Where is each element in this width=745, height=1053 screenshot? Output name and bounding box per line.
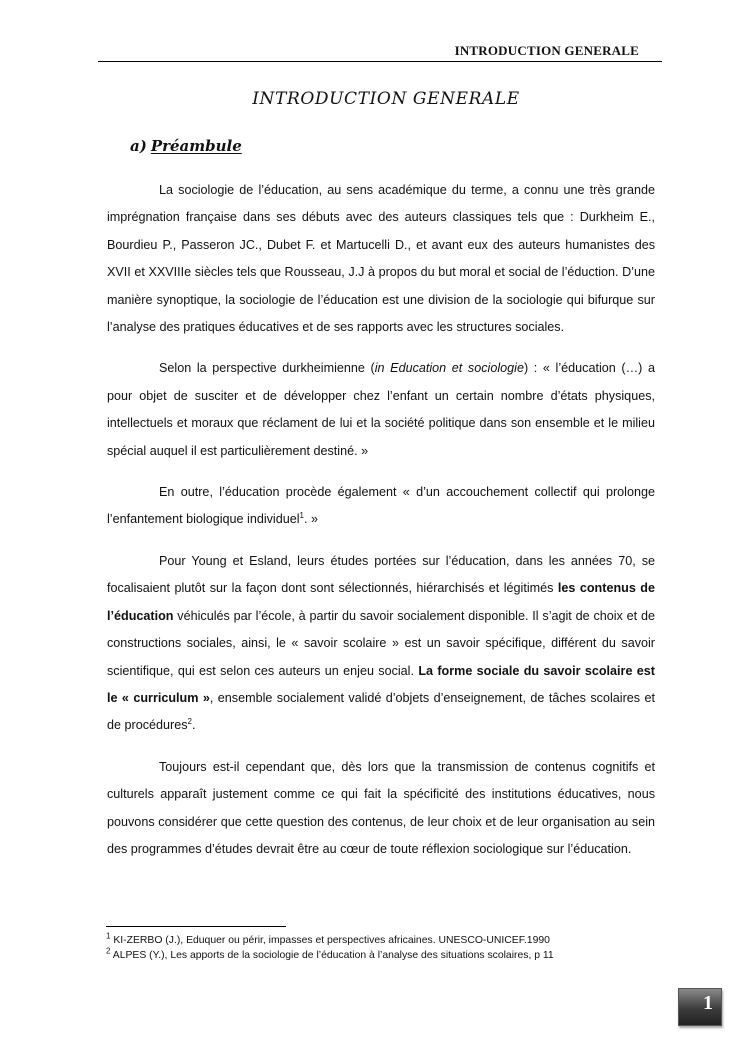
p2-italic-title: in Education et sociologie [374, 361, 524, 376]
paragraph-2 [107, 355, 655, 465]
p4-text-b: véhiculés par l’école, à partir du savoir socialement disponible. Il s’agit de choix et de constructions sociales, ainsi, le « savoir scolaire » est un savoir spécifique, différent du savoir scientifique, qui est selon ces auteurs un enjeu social. [107, 608, 655, 678]
section-title: Préambule [150, 137, 242, 155]
running-header: INTRODUCTION GENERALE [454, 43, 639, 58]
paragraph-1: La sociologie de l’éducation, au sens académique du terme, a connu une très grande imprégnation française dans ses débuts avec des auteurs classiques tels que : Durkheim E., Bourdieu P., Passeron JC., Dubet F. et Martucelli D., et avant eux des auteurs humanistes des XVII et XXVIIIe siècles tels que Rousseau, J.J à propos du but moral et social de l’éduction. D’une manière synoptique, la sociologie de l’éducation est une division de la sociologie qui bifurque sur l’analyse des pratiques éducatives et de ses rapports avec les structures sociales. [107, 183, 655, 335]
p4-text-d: . [191, 718, 196, 733]
footnote-ref-2[interactable]: 2 [187, 717, 192, 727]
p4-bold-1: les contenus de l’éducation [107, 581, 655, 623]
paragraph-3 [107, 479, 655, 534]
footnote-text: KI-ZERBO (J.), Eduquer ou périr, impasses et perspectives africaines. UNESCO-UNICEF.1990 [110, 935, 550, 946]
p3-text-a: En outre, l’éducation procède également « d’un accouchement collectif qui prolonge l’enfantement biologique individuel [107, 485, 655, 527]
footnote-ref-1[interactable]: 1 [299, 511, 304, 521]
footnotes [106, 933, 666, 963]
header-rule [98, 61, 662, 62]
footnote-mark: 1 [106, 931, 111, 941]
section-heading [130, 137, 242, 155]
p3-text-b: . » [304, 512, 319, 527]
footnote-1 [106, 933, 666, 948]
p4-text-a: Pour Young et Esland, leurs études portées sur l’éducation, dans les années 70, se focalisaient plutôt sur la façon dont sont sélectionnés, hiérarchisés et légitimés [107, 553, 655, 596]
paragraph-5: Toujours est-il cependant que, dès lors que la transmission de contenus cognitifs et culturels apparaît justement comme ce qui fait la spécificité des institutions éducatives, nous pouvons considérer que cette question des contenus, de leur choix et de leur organisation au sein des programmes d’études devrait être au cœur de toute réflexion sociologique sur l’éducation. [107, 759, 655, 856]
paragraph-4 [107, 548, 655, 740]
p4-bold-2: La forme sociale du savoir scolaire est le « curriculum » [107, 663, 655, 705]
footnote-2 [106, 948, 666, 963]
section-marker: a) [130, 137, 147, 155]
footnote-mark: 2 [106, 946, 111, 956]
footnote-separator [106, 926, 286, 927]
page-title: INTRODUCTION GENERALE [252, 89, 520, 109]
p2-text-b: ) : « l’éducation (…) a pour objet de susciter et de développer chez l’enfant un certain nombre d’états physiques, intellectuels et moraux que réclament de lui et la société politique dans son ensemble et le milieu spécial auquel il est particulièrement destiné. » [107, 361, 655, 458]
page-number: 1 [703, 992, 713, 1014]
page-number-badge [678, 988, 722, 1026]
p2-text-a: Selon la perspective durkheimienne ( [159, 361, 375, 376]
footnote-text: ALPES (Y.), Les apports de la sociologie de l’éducation à l’analyse des situations scolaires, p 11 [110, 950, 554, 961]
p4-text-c: , ensemble socialement validé d’objets d’enseignement, de tâches scolaires et de procédures [107, 690, 655, 733]
body-text [107, 177, 655, 877]
